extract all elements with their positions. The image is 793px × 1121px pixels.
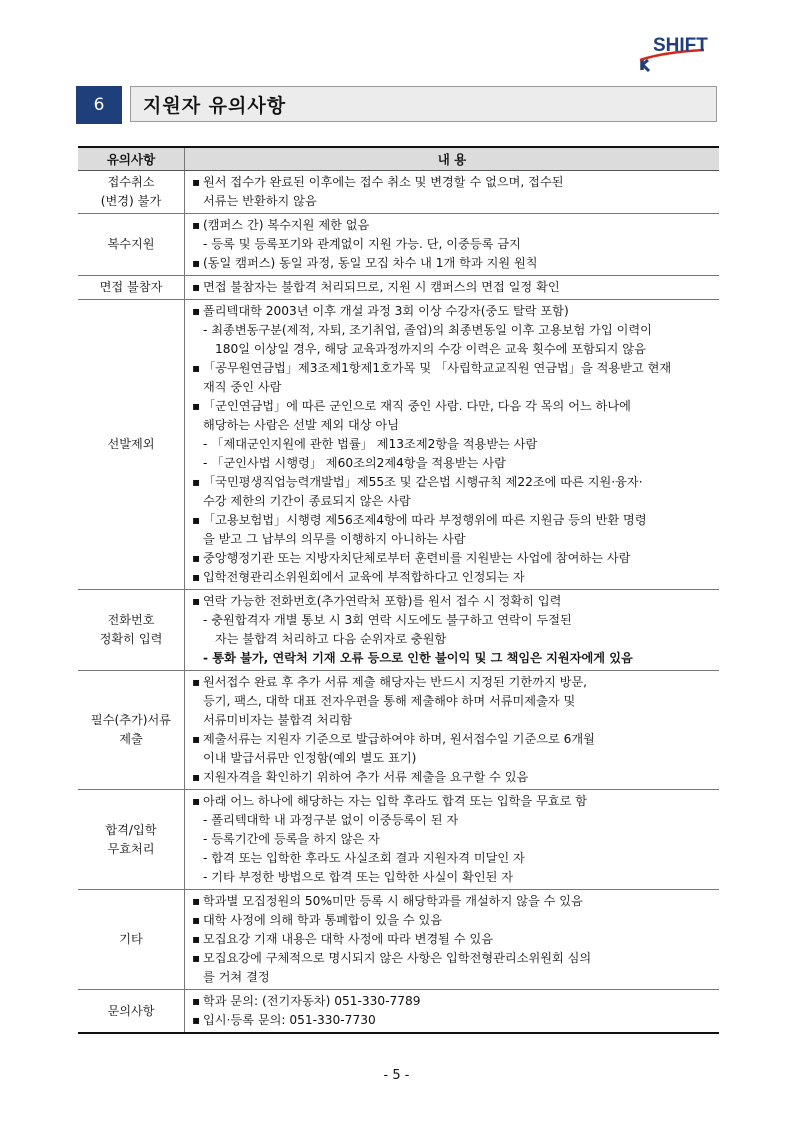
logo-text: SHIFT bbox=[653, 35, 708, 56]
category-label: 문의사항 bbox=[107, 1003, 155, 1018]
bullet-item: ▪ 「고용보험법」시행령 제56조제4항에 따라 부정행위에 따른 지원금 등의 반환 명령 bbox=[191, 511, 715, 530]
category-label: 복수지원 bbox=[107, 237, 155, 251]
content-line: - 합격 또는 입학한 후라도 사실조회 결과 지원자격 미달인 자 bbox=[203, 851, 525, 865]
row-content bbox=[185, 171, 720, 214]
bullet-item: ▪ 학과 문의: (전기자동차) 051-330-7789 bbox=[191, 992, 715, 1011]
category-label: 면접 불참자 bbox=[99, 280, 163, 294]
table-row bbox=[78, 300, 719, 590]
row-category bbox=[78, 890, 185, 990]
table-body bbox=[78, 171, 719, 1034]
bullet-item: ▪ 「공무원연금법」제3조제1항제1호가목 및 「사립학교교직원 연금법」을 적용받고 현재 bbox=[191, 359, 715, 378]
section-number: 6 bbox=[76, 86, 122, 124]
content-line: 이내 발급서류만 인정함(예외 별도 표기) bbox=[203, 751, 417, 765]
table-row bbox=[78, 590, 719, 671]
content-line: - 등록기간에 등록을 하지 않은 자 bbox=[203, 832, 380, 846]
row-content bbox=[185, 990, 720, 1034]
row-content bbox=[185, 300, 720, 590]
row-content bbox=[185, 276, 720, 300]
table-row bbox=[78, 890, 719, 990]
page-number: - 5 - bbox=[383, 1068, 410, 1083]
bullet-item: ▪ (캠퍼스 간) 복수지원 제한 없음 bbox=[191, 216, 715, 235]
bullet-item: ▪ 제출서류는 지원자 기준으로 발급하여야 하며, 원서접수일 기준으로 6개월 bbox=[191, 730, 715, 749]
row-category bbox=[78, 214, 185, 276]
content-line: 를 거쳐 결정 bbox=[203, 970, 270, 984]
bullet-item: ▪ 모집요강에 구체적으로 명시되지 않은 사항은 입학전형관리소위원회 심의 bbox=[191, 949, 715, 968]
row-content bbox=[185, 671, 720, 790]
category-label: 합격/입학 무효처리 bbox=[105, 822, 157, 856]
content-line: - 최종변동구분(제적, 자퇴, 조기취업, 졸업)의 최종변동일 이후 고용보험 가입 이력이 bbox=[203, 323, 652, 337]
category-label: 기타 bbox=[119, 932, 143, 946]
category-label: 접수취소 (변경) 불가 bbox=[100, 175, 162, 208]
bullet-item: ▪ 모집요강 기재 내용은 대학 사정에 따라 변경될 수 있음 bbox=[191, 930, 715, 949]
row-category bbox=[78, 300, 185, 590]
table-row bbox=[78, 671, 719, 790]
bullet-item: ▪ 입학전형관리소위원회에서 교육에 부적합하다고 인정되는 자 bbox=[191, 568, 715, 587]
bullet-item: ▪ (동일 캠퍼스) 동일 과정, 동일 모집 차수 내 1개 학과 지원 원칙 bbox=[191, 254, 715, 273]
bullet-item: ▪ 대학 사정에 의해 학과 통폐합이 있을 수 있음 bbox=[191, 911, 715, 930]
row-category bbox=[78, 590, 185, 671]
section-title: 지원자 유의사항 bbox=[143, 94, 287, 117]
row-content bbox=[185, 790, 720, 890]
content-line: 서류미비자는 불합격 처리함 bbox=[203, 713, 353, 727]
header-category: 유의사항 bbox=[78, 147, 185, 171]
row-content bbox=[185, 890, 720, 990]
content-line: - 등록 및 등록포기와 관계없이 지원 가능. 단, 이중등록 금지 bbox=[203, 237, 521, 251]
content-line: 재직 중인 사람 bbox=[203, 380, 282, 394]
row-category bbox=[78, 671, 185, 790]
bullet-item: ▪ 원서접수 완료 후 추가 서류 제출 해당자는 반드시 지정된 기한까지 방문, bbox=[191, 673, 715, 692]
bullet-item: ▪ 「국민평생직업능력개발법」제55조 및 같은법 시행규칙 제22조에 따른 지원·융자· bbox=[191, 473, 715, 492]
table-header-row bbox=[78, 147, 719, 171]
kshift-logo bbox=[634, 34, 720, 72]
section-title-box bbox=[130, 86, 717, 122]
bullet-item: ▪ 「군인연금법」에 따른 군인으로 재직 중인 사람. 다만, 다음 각 목의 어느 하나에 bbox=[191, 397, 715, 416]
content-line: 해당하는 사람은 선발 제외 대상 아님 bbox=[203, 418, 399, 432]
bullet-item: ▪ 면접 불참자는 불합격 처리되므로, 지원 시 캠퍼스의 면접 일정 확인 bbox=[191, 278, 715, 297]
table-row bbox=[78, 790, 719, 890]
row-category bbox=[78, 790, 185, 890]
category-label: 전화번호 정확히 입력 bbox=[99, 613, 163, 646]
category-label: 필수(추가)서류 제출 bbox=[90, 713, 172, 746]
bullet-item: ▪ 학과별 모집정원의 50%미만 등록 시 해당학과를 개설하지 않을 수 있음 bbox=[191, 892, 715, 911]
bullet-item: ▪ 지원자격을 확인하기 위하여 추가 서류 제출을 요구할 수 있음 bbox=[191, 768, 715, 787]
table-row bbox=[78, 214, 719, 276]
notice-table bbox=[78, 146, 719, 1034]
content-line: 서류는 반환하지 않음 bbox=[203, 194, 317, 208]
bullet-item: ▪ 아래 어느 하나에 해당하는 자는 입학 후라도 합격 또는 입학을 무효로 함 bbox=[191, 792, 715, 811]
table-row bbox=[78, 171, 719, 214]
content-line: - 「제대군인지원에 관한 법률」 제13조제2항을 적용받는 사람 bbox=[203, 437, 538, 451]
bullet-item: ▪ 중앙행정기관 또는 지방자치단체로부터 훈련비를 지원받는 사업에 참여하는 사람 bbox=[191, 549, 715, 568]
content-line: - 충원합격자 개별 통보 시 3회 연락 시도에도 불구하고 연락이 두절된 bbox=[203, 613, 572, 627]
bullet-item: ▪ 연락 가능한 전화번호(추가연락처 포함)를 원서 접수 시 정확히 입력 bbox=[191, 592, 715, 611]
category-label: 선발제외 bbox=[107, 437, 155, 451]
bullet-item: ▪ 입시·등록 문의: 051-330-7730 bbox=[191, 1011, 715, 1030]
row-category bbox=[78, 276, 185, 300]
table-row bbox=[78, 990, 719, 1034]
section-header bbox=[76, 86, 719, 124]
content-line: - 폴리텍대학 내 과정구분 없이 이중등록이 된 자 bbox=[203, 813, 459, 827]
bullet-item: ▪ 원서 접수가 완료된 이후에는 접수 취소 및 변경할 수 없으며, 접수된 bbox=[191, 173, 715, 192]
content-line: 수강 제한의 기간이 종료되지 않은 사람 bbox=[203, 494, 411, 508]
content-line: - 통화 불가, 연락처 기재 오류 등으로 인한 불이익 및 그 책임은 지원자에게 있음 bbox=[203, 651, 633, 665]
bullet-item: ▪ 폴리텍대학 2003년 이후 개설 과정 3회 이상 수강자(중도 탈락 포함) bbox=[191, 302, 715, 321]
content-line: 등기, 팩스, 대학 대표 전자우편을 통해 제출해야 하며 서류미제출자 및 bbox=[203, 694, 576, 708]
row-content bbox=[185, 590, 720, 671]
header-content: 내 용 bbox=[185, 147, 720, 171]
content-line: 을 받고 그 납부의 의무를 이행하지 아니하는 사람 bbox=[203, 532, 466, 546]
content-line: - 기타 부정한 방법으로 합격 또는 입학한 사실이 확인된 자 bbox=[203, 870, 514, 884]
content-line: - 「군인사법 시행령」 제60조의2제4항을 적용받는 사람 bbox=[203, 456, 506, 470]
content-line: 자는 불합격 처리하고 다음 순위자로 충원함 bbox=[215, 632, 447, 646]
row-category bbox=[78, 990, 185, 1034]
table-row bbox=[78, 276, 719, 300]
row-category bbox=[78, 171, 185, 214]
row-content bbox=[185, 214, 720, 276]
content-line: 180일 이상일 경우, 해당 교육과정까지의 수강 이력은 교육 횟수에 포함되지 않음 bbox=[215, 342, 646, 356]
